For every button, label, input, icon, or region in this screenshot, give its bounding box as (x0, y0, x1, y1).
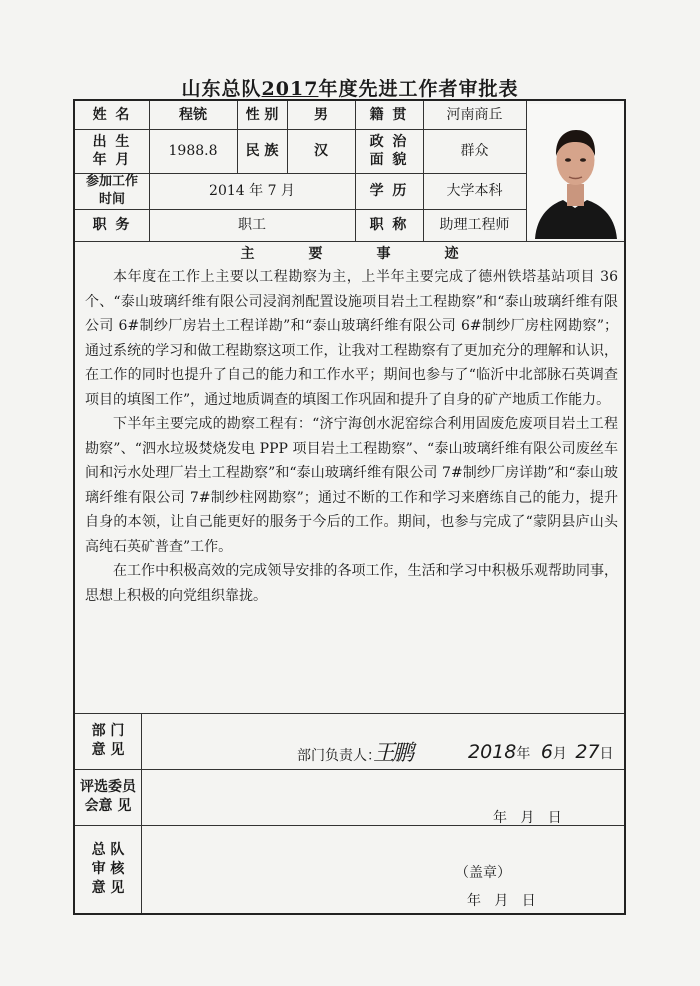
edu-value: 大学本科 (446, 183, 503, 199)
dept-date-month-unit: 月 (552, 746, 567, 762)
title-value: 助理工程师 (439, 217, 510, 233)
start-value: 2014 年 7 月 (209, 183, 295, 199)
political-label: 政 治 面 貌 (369, 134, 409, 168)
deeds-paragraph: 本年度在工作上主要以工程勘察为主，上半年主要完成了德州铁塔基站项目 36 个、“泰山玻璃纤维有限公司浸润剂配置设施项目岩土工程勘察”和“泰山玻璃纤维有限公司 6#制纱厂房岩土工程详勘”和“泰山玻璃纤维有限公司 6#制纱厂房柱网勘察”；通过系统的学习和做工程勘察这项工作，让我对工程勘察有了更加充分的理解和认识，在工作的同时也提升了自己的能力和工作水平；期间也参与了“临沂中北部脉石英调查项目的填图工作”，通过地质调查的填图工作巩固和提升了自身的矿产地质工作能力。 (85, 269, 618, 408)
name-value: 程铳 (179, 107, 207, 123)
edu-label: 学 历 (369, 183, 409, 199)
native-value: 河南商丘 (446, 107, 503, 123)
name-label: 姓 名 (92, 107, 132, 123)
ethnic-label: 民 族 (245, 143, 279, 159)
deeds-paragraph: 在工作中积极高效的完成领导安排的各项工作，生活和学习中积极乐观帮助同事，思想上积极的向党组织靠拢。 (85, 563, 618, 604)
title-suffix: 年度先进工作者审批表 (318, 78, 519, 100)
deeds-heading (75, 243, 624, 261)
dept-date-day: 27 (575, 741, 600, 763)
birth-label: 出 生 年 月 (92, 134, 132, 168)
dept-opinion-label: 部 门 意 见 (91, 723, 125, 758)
deeds-heading-char: 事 (376, 246, 391, 262)
deeds-heading-char: 迹 (444, 246, 459, 262)
title-year: 2017 (261, 78, 319, 100)
deeds-heading-char: 主 (240, 246, 255, 262)
form-title (0, 74, 700, 101)
dept-date-day-unit: 日 (599, 746, 614, 762)
title-prefix: 山东总队 (181, 78, 262, 100)
job-value: 职工 (238, 217, 266, 233)
dept-date-year-unit: 年 (516, 746, 531, 762)
birth-value: 1988.8 (168, 143, 218, 159)
applicant-photo (527, 104, 624, 239)
hq-stamp: （盖章） (455, 865, 511, 881)
deeds-body (85, 265, 618, 608)
gender-value: 男 (314, 107, 328, 123)
native-label: 籍 贯 (369, 107, 409, 123)
hq-date: 年 月 日 (467, 893, 536, 909)
title-label: 职 称 (369, 217, 409, 233)
dept-head-label: 部门负责人： (297, 748, 381, 764)
deeds-heading-char: 要 (308, 246, 323, 262)
ethnic-value: 汉 (314, 143, 328, 159)
political-value: 群众 (460, 143, 489, 159)
deeds-paragraph: 下半年主要完成的勘察工程有：“济宁海创水泥窑综合利用固废危废项目岩土工程勘察”、“泗水垃圾焚烧发电 PPP 项目岩土工程勘察”、“泰山玻璃纤维有限公司废丝车间和污水处理厂岩土工程勘察”和“泰山玻璃纤维有限公司 7#制纱厂房详勘”和“泰山玻璃纤维有限公司 7#制纱柱网勘察”；通过不断的工作和学习来磨练自己的能力，提升自身的本领，让自己能更好的服务于今后的工作。期间，也参与完成了“蒙阴县庐山头高纯石英矿普查”工作。 (85, 416, 618, 555)
dept-date (468, 741, 614, 763)
dept-date-month: 6 (540, 741, 553, 763)
hq-review-label: 总 队 审 核 意 见 (91, 841, 125, 896)
job-label: 职 务 (92, 217, 132, 233)
committee-date: 年 月 日 (493, 810, 562, 826)
dept-head-signature: 王鹏 (373, 741, 412, 766)
gender-label: 性 别 (245, 107, 279, 123)
dept-date-year: 2018 (468, 741, 517, 763)
approval-form (73, 99, 626, 915)
committee-opinion-label: 评选委员 会意 见 (80, 779, 136, 814)
start-label: 参加工作 时间 (85, 174, 138, 207)
